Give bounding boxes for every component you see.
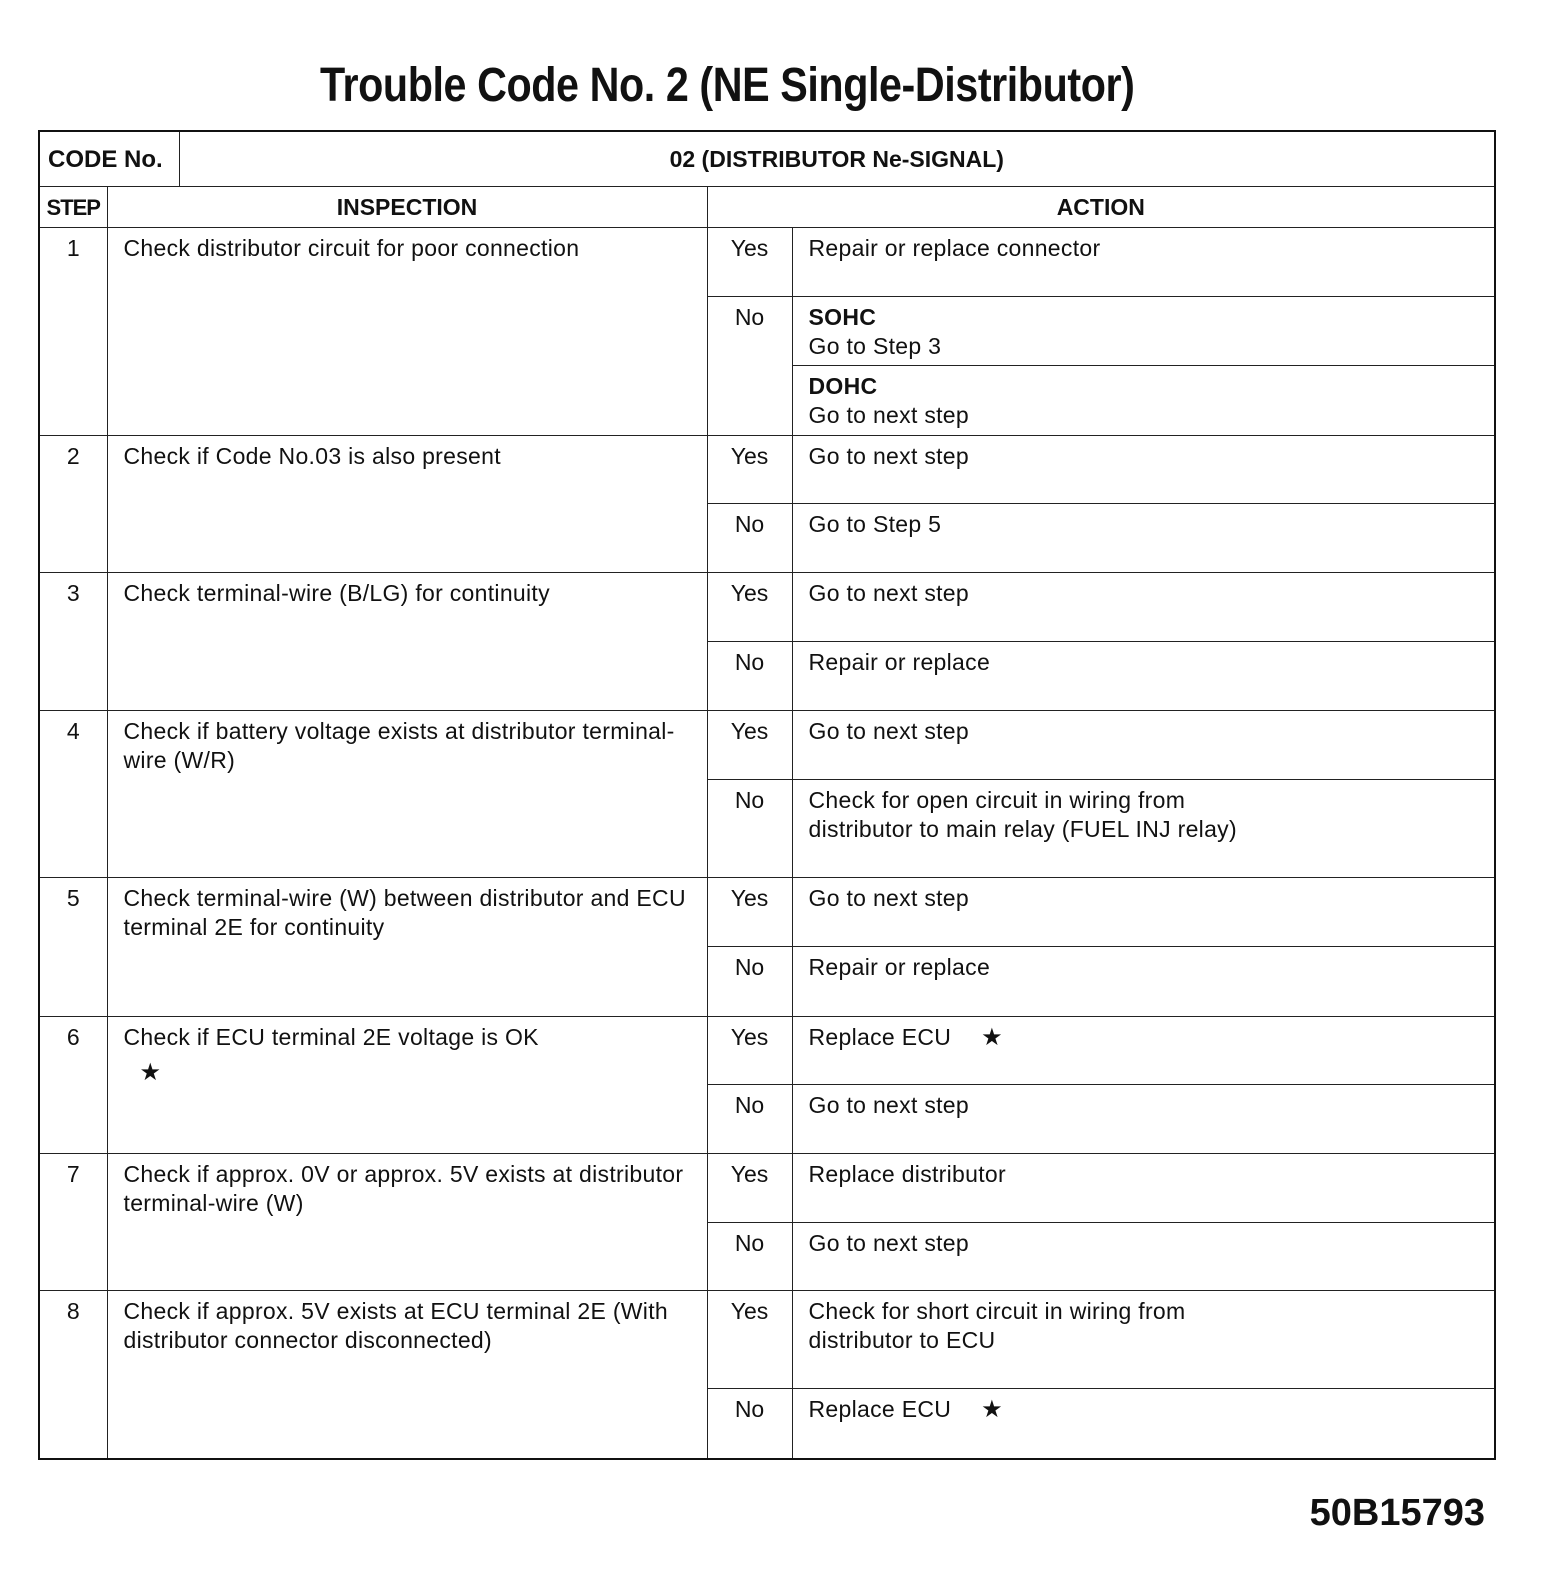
action-text: Go to next step [792,1085,1495,1154]
step-row [39,1291,1495,1389]
step-number: 5 [39,878,107,1017]
action-text: Go to next step [792,1223,1495,1291]
inspection-text: Check if battery voltage exists at distributor terminal-wire (W/R) [107,711,707,878]
action-text: Repair or replace [792,642,1495,711]
action-text: Replace ECU [808,1396,952,1422]
yes-label: Yes [707,228,792,297]
code-number-label: CODE No. [39,131,179,187]
step-row [39,878,1495,947]
figure-reference: 50B15793 [1309,1492,1485,1534]
action-text: Go to next step [792,436,1495,504]
inspection-text: Check if approx. 0V or approx. 5V exists at distributor terminal-wire (W) [107,1154,707,1291]
sohc-label: SOHC [808,304,877,330]
action-text: Go to next step [792,878,1495,947]
code-number-value: 02 (DISTRIBUTOR Ne-SIGNAL) [179,131,1495,187]
page-title: Trouble Code No. 2 (NE Single-Distributor) [320,59,1135,112]
step-row [39,1154,1495,1223]
star-icon: ★ [981,1395,1003,1423]
step-number: 6 [39,1017,107,1154]
yes-label: Yes [707,711,792,780]
step-number: 1 [39,228,107,436]
no-label: No [707,947,792,1017]
action-text: Check for short circuit in wiring from distributor to ECU [792,1291,1495,1389]
step-number: 4 [39,711,107,878]
yes-label: Yes [707,436,792,504]
trouble-code-table [38,130,1496,1460]
yes-label: Yes [707,573,792,642]
step-header: STEP [39,187,107,228]
inspection-text: Check distributor circuit for poor connection [107,228,707,436]
no-label: No [707,642,792,711]
dohc-label: DOHC [808,373,878,399]
dohc-action [792,366,1495,436]
no-label: No [707,1085,792,1154]
action-text: Go to next step [808,402,969,428]
inspection-text: Check terminal-wire (B/LG) for continuity [107,573,707,711]
action-text: Replace ECU [808,1024,952,1050]
step-number: 8 [39,1291,107,1459]
action-cell [792,1389,1495,1459]
inspection-header: INSPECTION [107,187,707,228]
step-row [39,1017,1495,1085]
action-text: Replace distributor [792,1154,1495,1223]
step-row [39,573,1495,642]
yes-label: Yes [707,878,792,947]
step-number: 7 [39,1154,107,1291]
step-number: 2 [39,436,107,573]
action-cell [792,1017,1495,1085]
no-label: No [707,780,792,878]
action-text: Go to next step [792,711,1495,780]
yes-label: Yes [707,1017,792,1085]
step-number: 3 [39,573,107,711]
action-header: ACTION [707,187,1495,228]
action-text: Repair or replace [792,947,1495,1017]
yes-label: Yes [707,1154,792,1223]
star-icon: ★ [981,1023,1003,1051]
star-icon: ★ [139,1058,162,1086]
step-row [39,228,1495,297]
inspection-text: Check terminal-wire (W) between distributor and ECU terminal 2E for continuity [107,878,707,1017]
no-label: No [707,1223,792,1291]
inspection-text: Check if ECU terminal 2E voltage is OK [123,1024,539,1050]
step-row [39,436,1495,504]
sohc-action [792,297,1495,366]
no-label: No [707,504,792,573]
yes-label: Yes [707,1291,792,1389]
action-text: Go to Step 5 [792,504,1495,573]
action-text: Go to Step 3 [808,333,942,359]
action-text: Repair or replace connector [792,228,1495,297]
action-text: Go to next step [792,573,1495,642]
inspection-text: Check if Code No.03 is also present [107,436,707,573]
inspection-cell [107,1017,707,1154]
no-label: No [707,1389,792,1459]
step-row [39,711,1495,780]
no-label: No [707,297,792,436]
inspection-text: Check if approx. 5V exists at ECU terminal 2E (With distributor connector disconnected) [107,1291,707,1459]
action-text: Check for open circuit in wiring from distributor to main relay (FUEL INJ relay) [792,780,1495,878]
